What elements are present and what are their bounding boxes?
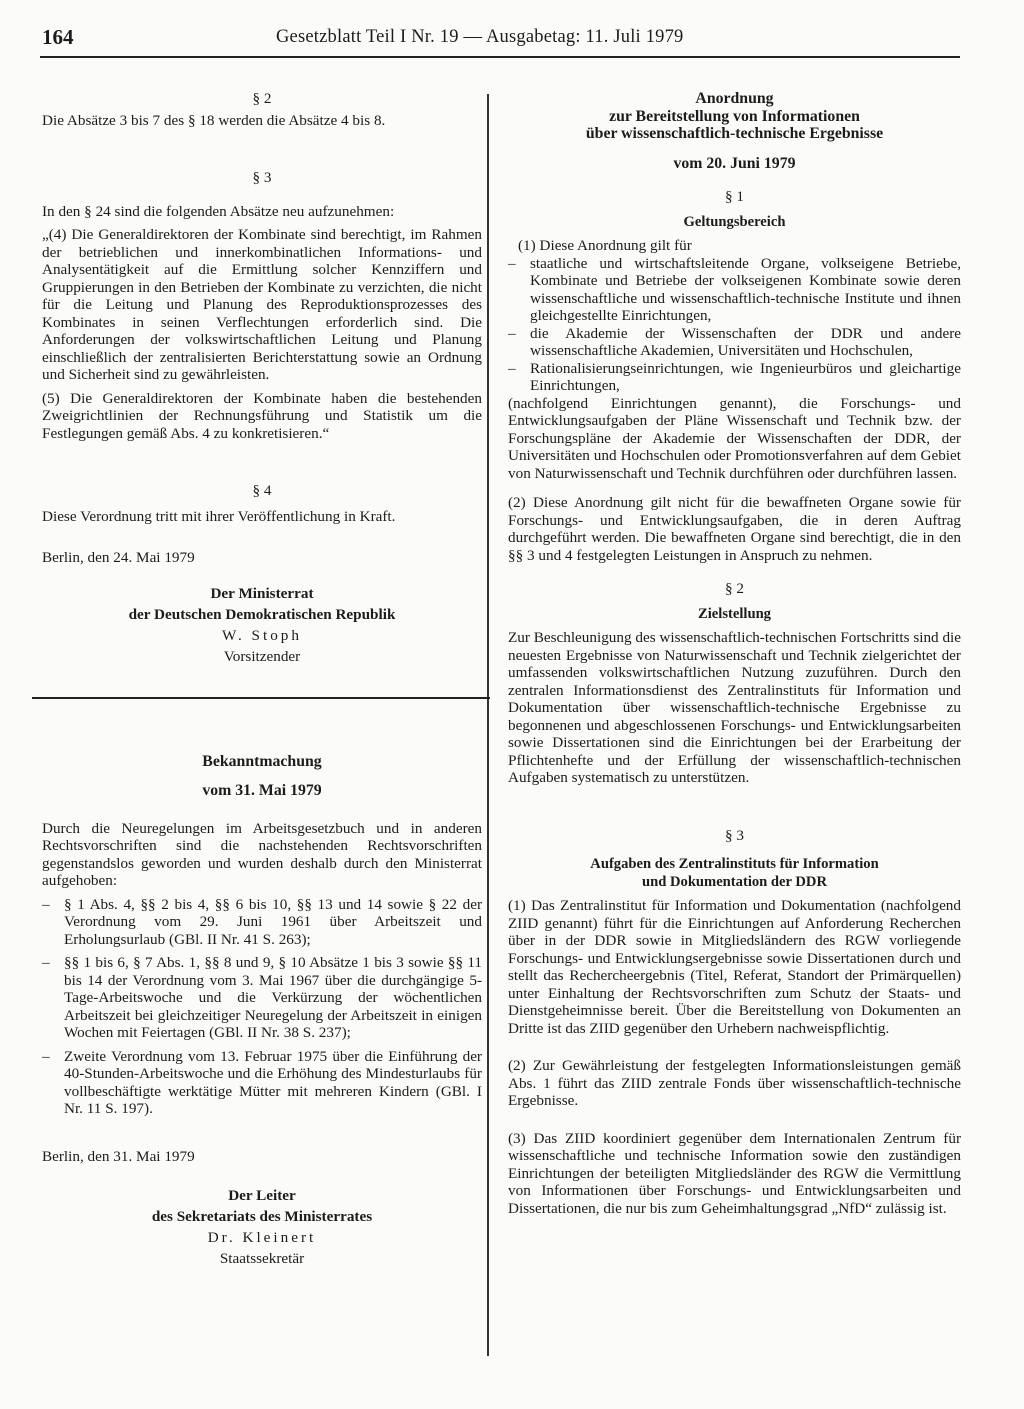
repealed-list bbox=[42, 896, 482, 1118]
list-item: – § 1 Abs. 4, §§ 2 bis 4, §§ 6 bis 10, §§ 13 und 14 sowie § 22 der Verordnung vom 29. Juni 1961 über Arbeitszeit und Erholungsurlaub (GBl. II Nr. 41 S. 263); bbox=[42, 896, 482, 949]
list-item: – Zweite Verordnung vom 13. Februar 1975 über die Einführung der 40-Stunden-Arbeitswoche und die Erhöhung des Mindesturlaubs für vollbeschäftigte werktätige Mütter mit mehreren Kindern (GBl. I Nr. 11 S. 197). bbox=[42, 1048, 482, 1118]
right-section-3-paragraph-3: (3) Das ZIID koordiniert gegenüber dem Internationalen Zentrum für wissenschaftliche und technische Information sowie den zuständigen Einrichtungen der beteiligten Mitgliedsländer des RGW die Vermittlung von Informationen über Forschungs- und Entwicklungsarbeiten und Dissertationen, die nur bis zum Geheimhaltungsgrad „NfD“ zulässig ist. bbox=[508, 1129, 961, 1217]
section-3-heading: § 3 bbox=[252, 169, 272, 186]
ordinance-date: vom 20. Juni 1979 bbox=[673, 154, 796, 172]
ordinance-title-2: zur Bereitstellung von Informationen bbox=[609, 107, 860, 125]
scope-list bbox=[508, 255, 961, 395]
place-date-1: Berlin, den 24. Mai 1979 bbox=[42, 549, 195, 566]
announcement-intro: Durch die Neuregelungen im Arbeitsgesetzbuch und in anderen Rechtsvorschriften sind die nachstehenden Rechtsvorschriften gegenstandslos geworden und wurden deshalb durch den Ministerrat aufgehoben: bbox=[42, 819, 482, 889]
list-item: – die Akademie der Wissenschaften der DDR und andere wissenschaftliche Akademien, Universitäten und Hochschulen, bbox=[508, 325, 961, 360]
section-3-paragraph-4: „(4) Die Generaldirektoren der Kombinate sind berechtigt, im Rahmen der betrieblichen und innerkombinatlichen Informations- und Analysentätigkeit auf die Ermittlung solcher Kennziffern und Gruppierungen in den Betrieben der Kombinate zu verzichten, die nicht für die Leitung und Planung des Reproduktionsprozesses des Kombinates in seinen Verflechtungen erforderlich sind. Die Anforderungen der volkswirtschaftlichen Leitung und Planung einschließlich der zentralisierten Berichterstattung sowie an Ordnung und Sicherheit sind zu gewährleisten. bbox=[42, 226, 482, 383]
ordinance-title-3: über wissenschaftlich-technische Ergebnisse bbox=[585, 125, 884, 142]
list-item: – §§ 1 bis 6, § 7 Abs. 1, §§ 8 und 9, § 10 Absätze 1 bis 3 sowie §§ 11 bis 14 der Verordnung vom 3. Mai 1967 über die durchgängige 5-Tage-Arbeitswoche und die Verkürzung der wöchentlichen Arbeitszeit bei gleichzeitiger Neuregelung der Arbeitszeit in einigen Wochen mit Feiertagen (GBl. II Nr. 38 S. 237); bbox=[42, 954, 482, 1042]
section-3-paragraph-5: (5) Die Generaldirektoren der Kombinate haben die bestehenden Zweigrichtlinien der Rechnungsführung und Statistik um die Festlegungen gemäß Abs. 4 zu konkretisieren.“ bbox=[42, 389, 482, 442]
announcement-title: Bekanntmachung bbox=[202, 752, 322, 770]
page-number: 164 bbox=[42, 25, 74, 49]
signature-2-role: Staatssekretär bbox=[219, 1250, 305, 1267]
signature-2-line-1: Der Leiter bbox=[228, 1187, 296, 1204]
section-4-text: Diese Verordnung tritt mit ihrer Veröffentlichung in Kraft. bbox=[42, 507, 396, 525]
right-section-2-heading: § 2 bbox=[725, 580, 744, 597]
list-item: – staatliche und wirtschaftsleitende Organe, volkseigene Betriebe, Kombinate und Betriebe der volkseigenen Kombinate sowie deren wissenschaftliche und wissenschaftlich-technische Institute und ihnen gleichgestellte Einrichtungen, bbox=[508, 255, 961, 325]
announcement-date: vom 31. Mai 1979 bbox=[202, 782, 322, 799]
right-section-1-paragraph-1: (1) Diese Anordnung gilt für bbox=[518, 237, 692, 254]
right-section-3-heading: § 3 bbox=[725, 826, 744, 844]
left-separator-rule bbox=[32, 697, 490, 699]
signature-block-1 bbox=[42, 583, 482, 667]
section-3-intro: In den § 24 sind die folgenden Absätze neu aufzunehmen: bbox=[42, 202, 395, 220]
header-title: Gesetzblatt Teil I Nr. 19 — Ausgabetag: 11. Juli 1979 bbox=[276, 27, 684, 47]
right-section-2-text: Zur Beschleunigung des wissenschaftlich-technischen Fortschritts sind die neuesten Ergebnisse von Naturwissenschaft und Technik zielgerichtet der umfassenden volkswirtschaftlichen Nutzung zuzuführen. Durch den zentralen Informationsdienst des Zentralinstituts für Information und Dokumentation über wissenschaftlich-technische Ergebnisse zu begonnenen und abgeschlossenen Forschungs- und Entwicklungsarbeiten sowie Dissertationen sind die Einrichtungen bei der Erarbeitung der Pflichtenhefte und der Erfüllung der wissenschaftlich-technischen Aufgaben systematisch zu unterstützen. bbox=[508, 629, 961, 786]
left-column bbox=[42, 90, 482, 1269]
section-2-heading: § 2 bbox=[252, 90, 272, 107]
signature-2-name: Dr. Kleinert bbox=[207, 1229, 317, 1246]
section-2-text: Die Absätze 3 bis 7 des § 18 werden die Absätze 4 bis 8. bbox=[42, 111, 386, 129]
ordinance-title-1: Anordnung bbox=[695, 90, 774, 107]
signature-1-role: Vorsitzender bbox=[223, 647, 301, 665]
signature-2-line-2: des Sekretariats des Ministerrates bbox=[151, 1208, 373, 1225]
place-date-2: Berlin, den 31. Mai 1979 bbox=[42, 1147, 195, 1165]
right-section-1-continuation: (nachfolgend Einrichtungen genannt), die Forschungs- und Entwicklungsaufgaben der Pläne Wissenschaft und Technik bzw. der Forschungspläne der Akademie der Wissenschaften der DDR, der Universitäten und Hochschulen oder Promotionsverfahren auf dem Gebiet von Naturwissenschaft und Technik durchführen oder durchführen lassen. bbox=[508, 394, 961, 482]
signature-1-line-2: der Deutschen Demokratischen Republik bbox=[128, 605, 396, 623]
page-header bbox=[40, 20, 960, 58]
right-section-1-paragraph-2: (2) Diese Anordnung gilt nicht für die bewaffneten Organe sowie für Forschungs- und Entwicklungsaufgaben, die in deren Auftrag durchgeführt werden. Die bewaffneten Organe sind berechtigt, die in den §§ 3 und 4 festgelegten Leistungen in Anspruch zu nehmen. bbox=[508, 494, 961, 564]
right-section-3-title-2: und Dokumentation der DDR bbox=[641, 873, 828, 890]
signature-block-2 bbox=[42, 1185, 482, 1269]
list-item: – Rationalisierungseinrichtungen, wie Ingenieurbüros und gleichartige Einrichtungen, bbox=[508, 360, 961, 395]
right-section-3-paragraph-2: (2) Zur Gewährleistung der festgelegten Informationsleistungen gemäß Abs. 1 führt das ZIID zentrale Fonds über wissenschaftlich-technische Ergebnisse. bbox=[508, 1057, 961, 1109]
right-section-2-title: Zielstellung bbox=[698, 605, 771, 622]
signature-1-name: W. Stoph bbox=[222, 626, 302, 644]
right-section-3-paragraph-1: (1) Das Zentralinstitut für Information und Dokumentation (nachfolgend ZIID genannt) führt für die Einrichtungen auf Anforderung Recherchen über in der DDR sowie in Mitgliedsländern des RGW vorliegende Forschungs- und Entwicklungsergebnisse sowie Dissertationen durch und stellt das Rechercheergebnis (Titel, Referat, Standort der Primärquellen) unter Einhaltung der Rechtsvorschriften zum Schutz der Staats- und Dienstgeheimnisse bereit. Über die Bereitstellung von Dokumenten an Dritte ist das ZIID gegenüber den Urhebern nachweispflichtig. bbox=[508, 897, 961, 1037]
right-section-3-title-1: Aufgaben des Zentralinstituts für Information bbox=[590, 856, 879, 872]
signature-1-line-1: Der Ministerrat bbox=[210, 584, 314, 602]
section-4-heading: § 4 bbox=[252, 482, 272, 499]
right-section-1-heading: § 1 bbox=[725, 188, 744, 205]
right-column bbox=[508, 90, 961, 1217]
column-divider bbox=[487, 94, 489, 1356]
right-section-1-title: Geltungsbereich bbox=[683, 213, 786, 230]
